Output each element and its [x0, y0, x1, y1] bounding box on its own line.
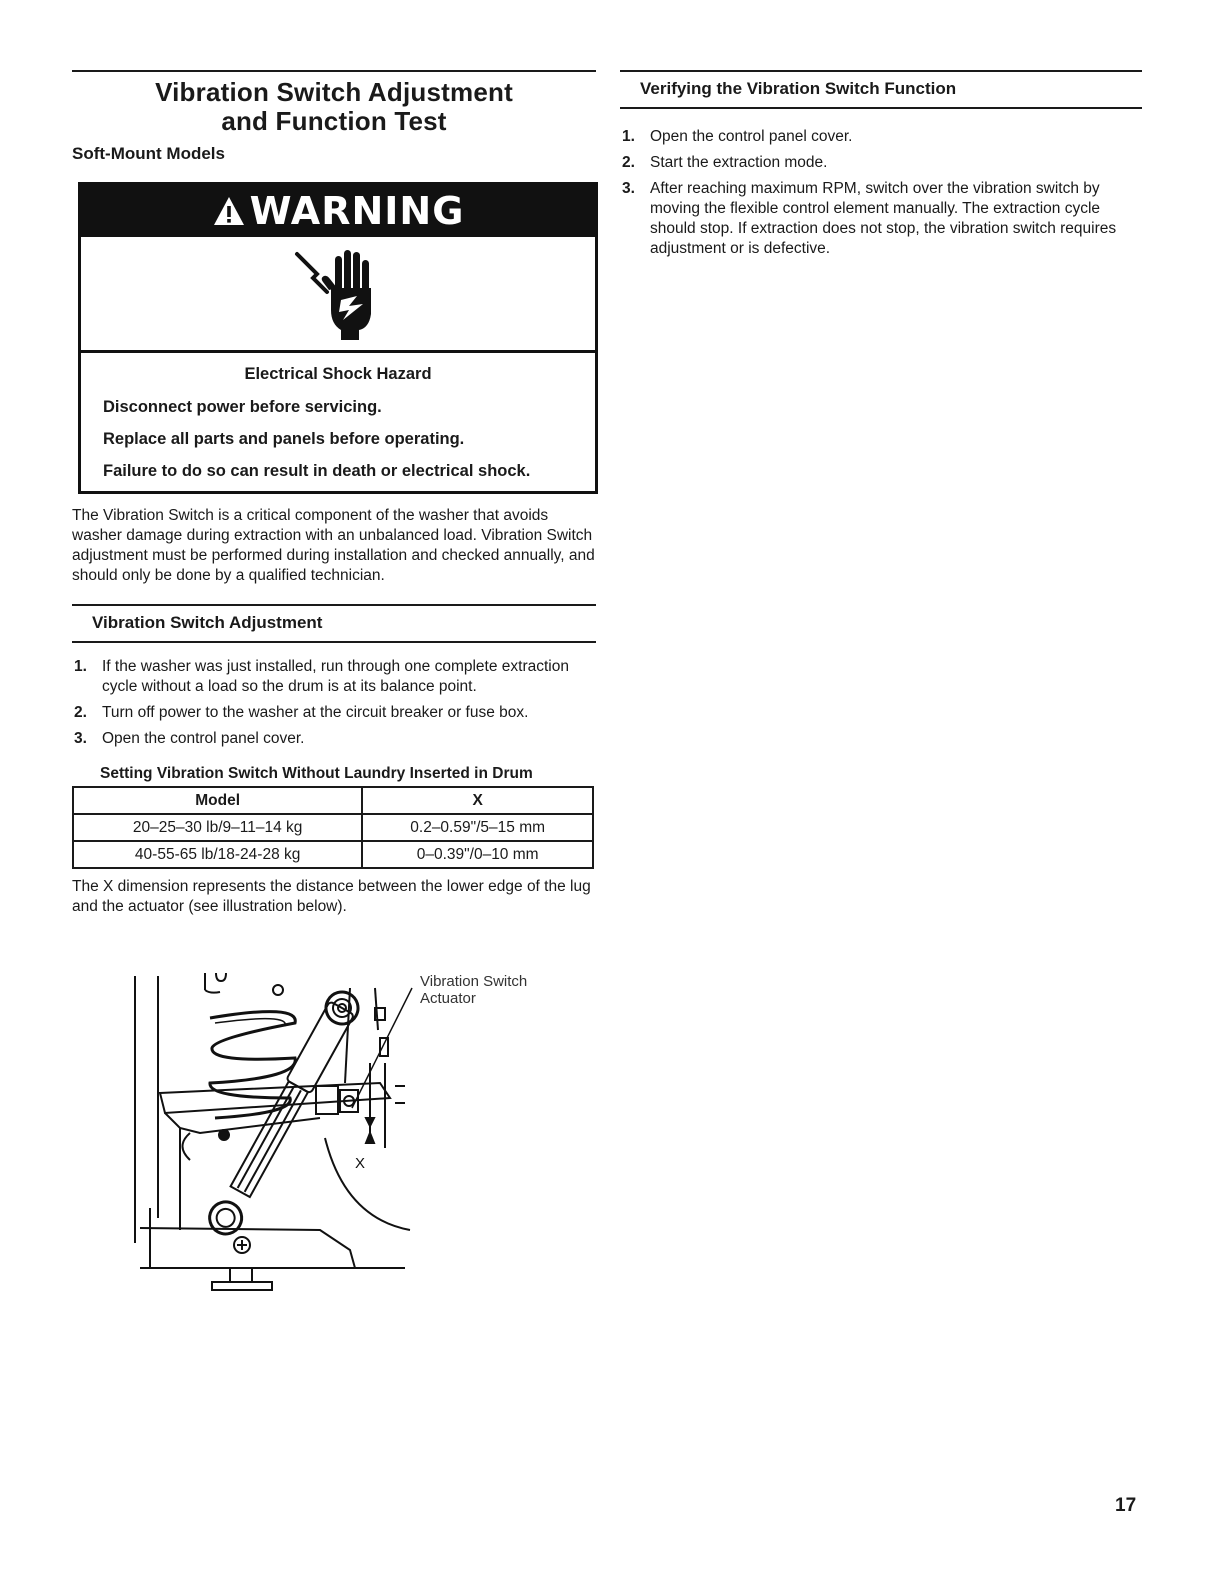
step-text: Start the extraction mode. — [650, 154, 828, 171]
section-heading-verifying: Verifying the Vibration Switch Function — [620, 72, 1142, 109]
step-text: Open the control panel cover. — [102, 730, 305, 747]
step-text: If the washer was just installed, run through one complete extraction cycle without a load so the drum is at its balance point. — [102, 658, 569, 695]
table-cell: 0–0.39"/0–10 mm — [362, 841, 593, 868]
step-number: 1. — [74, 658, 87, 675]
step-number: 3. — [622, 180, 635, 197]
step-text: Open the control panel cover. — [650, 128, 853, 145]
warning-banner — [81, 185, 595, 237]
warning-banner-text: WARNING — [249, 189, 465, 233]
step-number: 2. — [622, 154, 635, 171]
warning-box — [78, 182, 598, 494]
callout-actuator: Actuator — [420, 990, 476, 1007]
section-heading-adjustment: Vibration Switch Adjustment — [72, 604, 596, 643]
callout-vibration-switch: Vibration Switch — [420, 973, 528, 990]
table-title: Setting Vibration Switch Without Laundry Inserted in Drum — [100, 765, 533, 782]
settings-table — [72, 786, 594, 869]
warning-line: Disconnect power before servicing. — [103, 398, 382, 416]
adjustment-steps — [72, 657, 596, 749]
intro-paragraph: The Vibration Switch is a critical component of the washer that avoids washer damage during extraction with an unbalanced load. Vibration Switch adjustment must be performed during installation and checked annually, and should only be done by a qualified technician. — [72, 507, 595, 584]
vibration-switch-diagram — [120, 968, 580, 1303]
list-item — [620, 179, 1142, 259]
page-number: 17 — [1115, 1495, 1137, 1516]
list-item — [72, 703, 596, 723]
title-line-2: and Function Test — [221, 106, 447, 136]
table-row — [73, 841, 593, 868]
subtitle: Soft-Mount Models — [72, 144, 225, 163]
step-number: 3. — [74, 730, 87, 747]
step-number: 2. — [74, 704, 87, 721]
column-header-model: Model — [73, 787, 362, 814]
warning-text — [81, 353, 595, 491]
table-row — [73, 814, 593, 841]
x-dimension-note: The X dimension represents the distance between the lower edge of the lug and the actuator (see illustration below). — [72, 878, 591, 915]
dimension-x-label: X — [355, 1155, 366, 1172]
page-title — [72, 78, 596, 136]
list-item — [72, 729, 596, 749]
left-column — [72, 70, 596, 917]
hazard-title: Electrical Shock Hazard — [244, 365, 432, 383]
shock-hazard-symbol — [81, 237, 595, 353]
warning-triangle-icon — [212, 195, 246, 227]
electric-shock-hand-icon — [283, 244, 393, 344]
right-column — [620, 70, 1142, 265]
list-item — [72, 657, 596, 697]
column-header-x: X — [362, 787, 593, 814]
table-cell: 0.2–0.59"/5–15 mm — [362, 814, 593, 841]
table-header-row — [73, 787, 593, 814]
table-cell: 20–25–30 lb/9–11–14 kg — [73, 814, 362, 841]
verifying-steps — [620, 127, 1142, 259]
top-rule-left — [72, 70, 596, 72]
title-line-1: Vibration Switch Adjustment — [155, 77, 513, 107]
list-item — [620, 153, 1142, 173]
step-text: Turn off power to the washer at the circuit breaker or fuse box. — [102, 704, 529, 721]
list-item — [620, 127, 1142, 147]
step-number: 1. — [622, 128, 635, 145]
table-cell: 40-55-65 lb/18-24-28 kg — [73, 841, 362, 868]
warning-line: Replace all parts and panels before operating. — [103, 430, 465, 448]
warning-line: Failure to do so can result in death or electrical shock. — [103, 462, 531, 480]
step-text: After reaching maximum RPM, switch over the vibration switch by moving the flexible control element manually. The extraction cycle should stop. If extraction does not stop, the vibration switch requires adjustment or is defective. — [650, 180, 1117, 257]
